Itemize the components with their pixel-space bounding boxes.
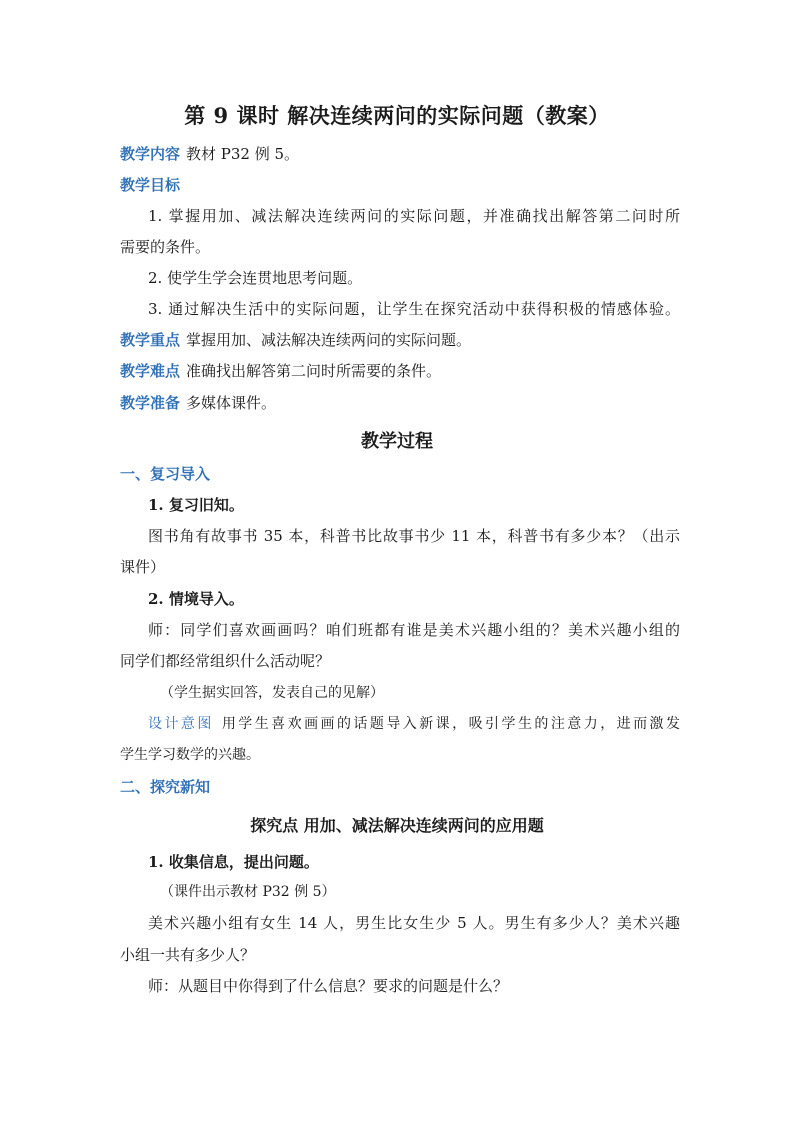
exploration-point-heading: 探究点 用加、减法解决连续两问的应用题 [250,816,544,835]
design-intent-line-1 [148,713,680,735]
teacher-intro-line-1: 师：同学们喜欢画画吗？咱们班都有谁是美术兴趣小组的？美术兴趣小组的 [148,621,680,639]
review-problem-line-2: 课件） [120,558,166,576]
teaching-prep-label: 教学准备 [120,394,181,412]
teaching-focus-row [120,329,680,351]
teaching-difficulty-value: 准确找出解答第二问时所需要的条件。 [186,362,442,380]
teacher-question: 师：从题目中你得到了什么信息？要求的问题是什么？ [148,977,509,995]
goal-1-line-1: 1. 掌握用加、减法解决连续两问的实际问题，并准确找出解答第二问时所 [148,207,680,225]
teaching-difficulty-row [120,360,680,382]
section-2-heading: 二、探究新知 [120,778,211,796]
collect-info-subheading: 1. 收集信息，提出问题。 [148,853,319,871]
example-problem-line-1: 美术兴趣小组有女生 14 人，男生比女生少 5 人。男生有多少人？美术兴趣 [148,914,680,932]
teaching-content-row [120,143,680,165]
design-intent-text: 用学生喜欢画画的话题导入新课，吸引学生的注意力，进而激发 [221,716,681,732]
design-intent-line-2: 学生学习数学的兴趣。 [120,747,260,763]
teaching-goals-row [120,174,680,196]
scenario-subheading: 2. 情境导入。 [148,590,244,608]
review-subheading: 1. 复习旧知。 [148,496,244,514]
section-1-heading: 一、复习导入 [120,465,211,483]
student-response-note: （学生据实回答，发表自己的见解） [160,685,384,701]
teaching-content-label: 教学内容 [120,145,181,163]
process-heading: 教学过程 [361,431,433,452]
goal-3: 3. 通过解决生活中的实际问题，让学生在探究活动中获得积极的情感体验。 [148,300,680,318]
teaching-prep-row [120,392,680,414]
design-intent-label: 设计意图 [148,716,214,732]
document-title: 第 9 课时 解决连续两问的实际问题（教案） [184,103,610,128]
teaching-prep-value: 多媒体课件。 [186,394,277,412]
teaching-focus-label: 教学重点 [120,331,181,349]
teaching-content-value: 教材 P32 例 5。 [186,145,300,163]
courseware-note: （课件出示教材 P32 例 5） [160,884,336,900]
example-problem-line-2: 小组一共有多少人？ [120,946,256,964]
teacher-intro-line-2: 同学们都经常组织什么活动呢？ [120,652,331,670]
goal-2: 2. 使学生学会连贯地思考问题。 [148,269,363,287]
review-problem-line-1: 图书角有故事书 35 本，科普书比故事书少 11 本，科普书有多少本？（出示 [148,527,680,545]
goal-1-line-2: 需要的条件。 [120,238,211,256]
teaching-difficulty-label: 教学难点 [120,362,181,380]
teaching-focus-value: 掌握用加、减法解决连续两问的实际问题。 [186,331,472,349]
teaching-goals-label: 教学目标 [120,176,181,194]
